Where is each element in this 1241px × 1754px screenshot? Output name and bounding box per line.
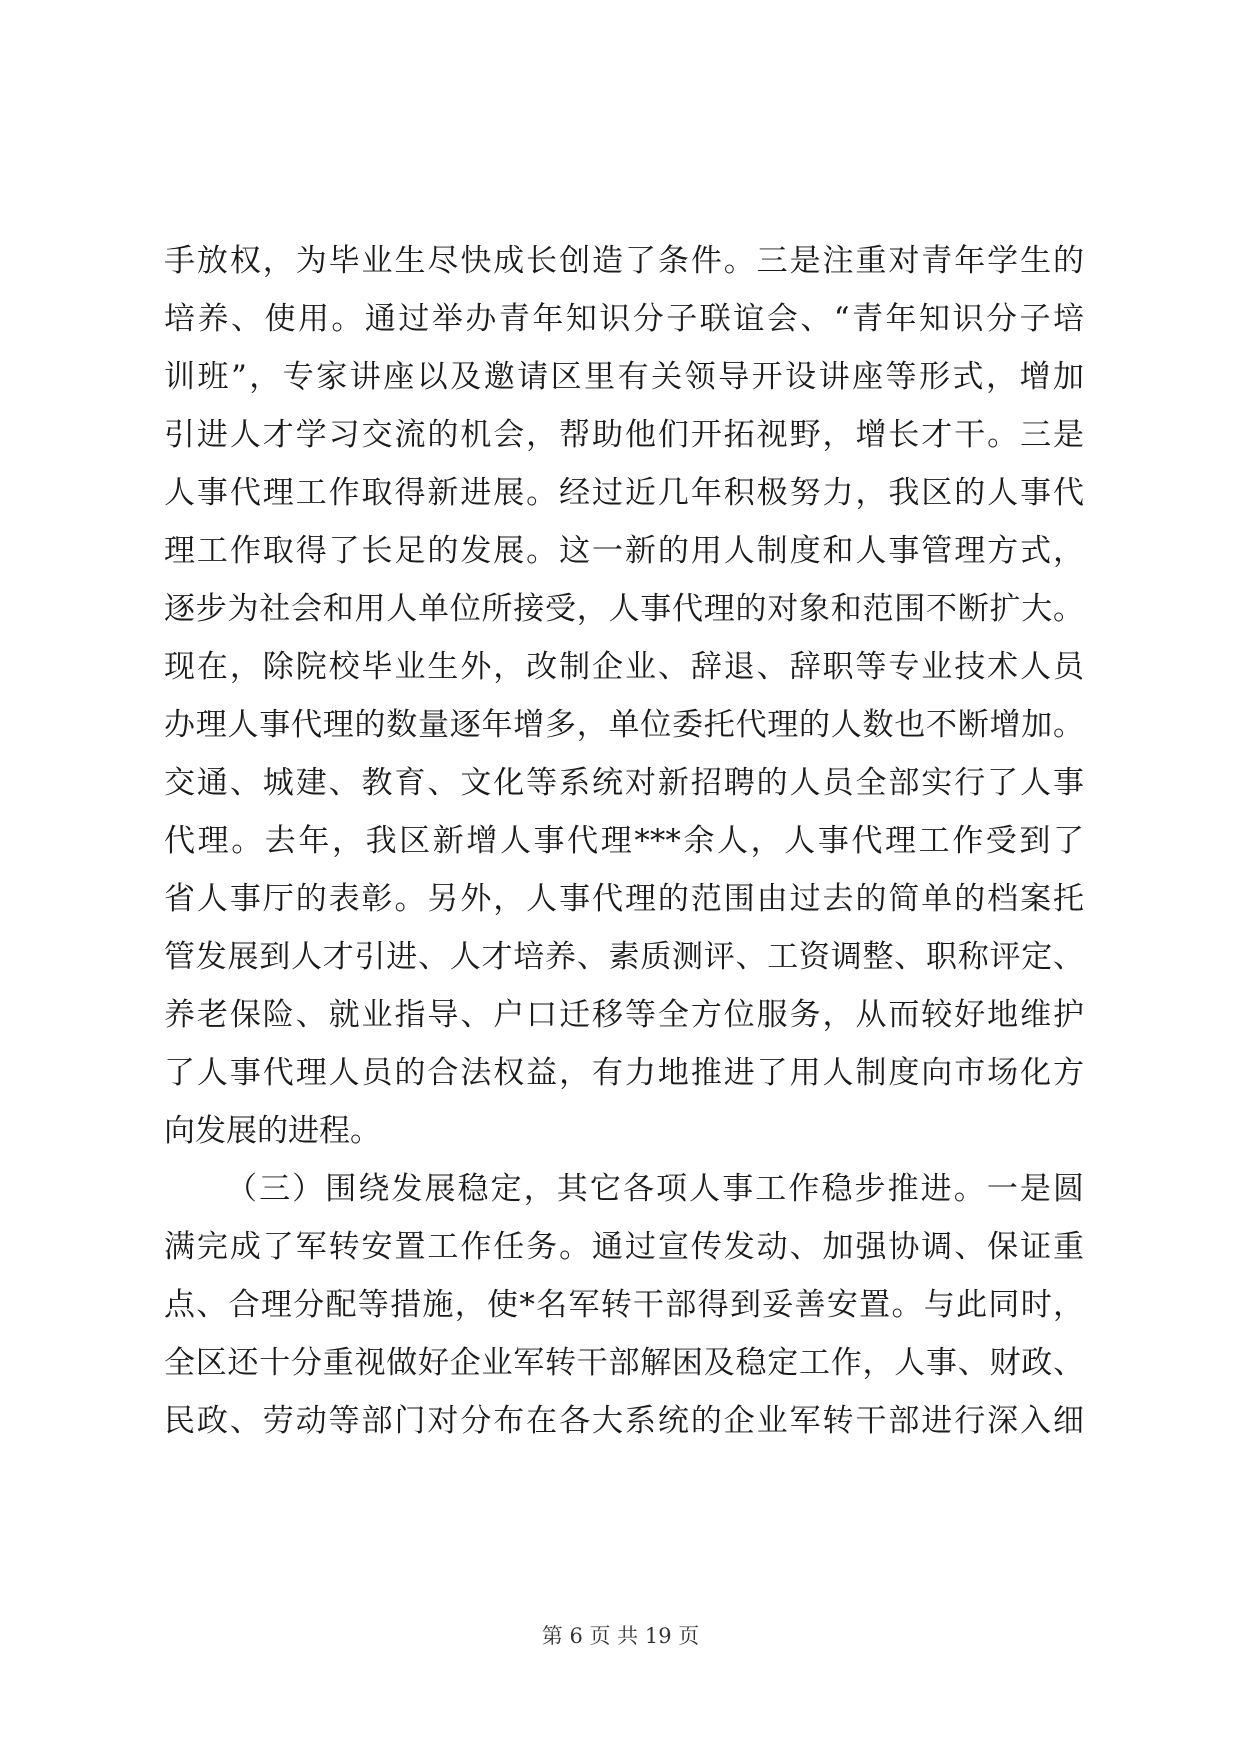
text-line: 管发展到人才引进、人才培养、素质测评、工资调整、职称评定、 [164, 939, 1084, 975]
text-line: 引进人才学习交流的机会，帮助他们开拓视野，增长才干。三是 [164, 417, 1084, 453]
text-line: 民政、劳动等部门对分布在各大系统的企业军转干部进行深入细 [164, 1403, 1084, 1439]
text-line: 代理。去年，我区新增人事代理***余人，人事代理工作受到了 [164, 823, 1084, 859]
text-line: 养老保险、就业指导、户口迁移等全方位服务，从而较好地维护 [164, 997, 1084, 1033]
text-line: 训班”，专家讲座以及邀请区里有关领导开设讲座等形式，增加 [164, 359, 1084, 395]
text-line: 手放权，为毕业生尽快成长创造了条件。三是注重对青年学生的 [164, 243, 1084, 279]
text-line: 全区还十分重视做好企业军转干部解困及稳定工作，人事、财政、 [164, 1345, 1084, 1381]
text-line: 培养、使用。通过举办青年知识分子联谊会、“青年知识分子培 [164, 301, 1084, 337]
text-line: 人事代理工作取得新进展。经过近几年积极努力，我区的人事代 [164, 475, 1084, 511]
text-line: 了人事代理人员的合法权益，有力地推进了用人制度向市场化方 [164, 1055, 1084, 1091]
text-line: 办理人事代理的数量逐年增多，单位委托代理的人数也不断增加。 [164, 707, 1084, 743]
text-line: 省人事厅的表彰。另外，人事代理的范围由过去的简单的档案托 [164, 881, 1084, 917]
body-text [164, 232, 1084, 1450]
text-line: 交通、城建、教育、文化等系统对新招聘的人员全部实行了人事 [164, 765, 1084, 801]
paragraph-start-line: （三）围绕发展稳定，其它各项人事工作稳步推进。一是圆 [226, 1171, 1084, 1207]
text-line: 现在，除院校毕业生外，改制企业、辞退、辞职等专业技术人员 [164, 649, 1084, 685]
text-line: 逐步为社会和用人单位所接受，人事代理的对象和范围不断扩大。 [164, 591, 1084, 627]
text-line: 点、合理分配等措施，使*名军转干部得到妥善安置。与此同时， [164, 1287, 1084, 1323]
text-line: 理工作取得了长足的发展。这一新的用人制度和人事管理方式， [164, 533, 1084, 569]
paragraph-end-line: 向发展的进程。 [164, 1113, 381, 1149]
page-number-footer: 第 6 页 共 19 页 [541, 1624, 700, 1648]
text-line: 满完成了军转安置工作任务。通过宣传发动、加强协调、保证重 [164, 1229, 1084, 1265]
